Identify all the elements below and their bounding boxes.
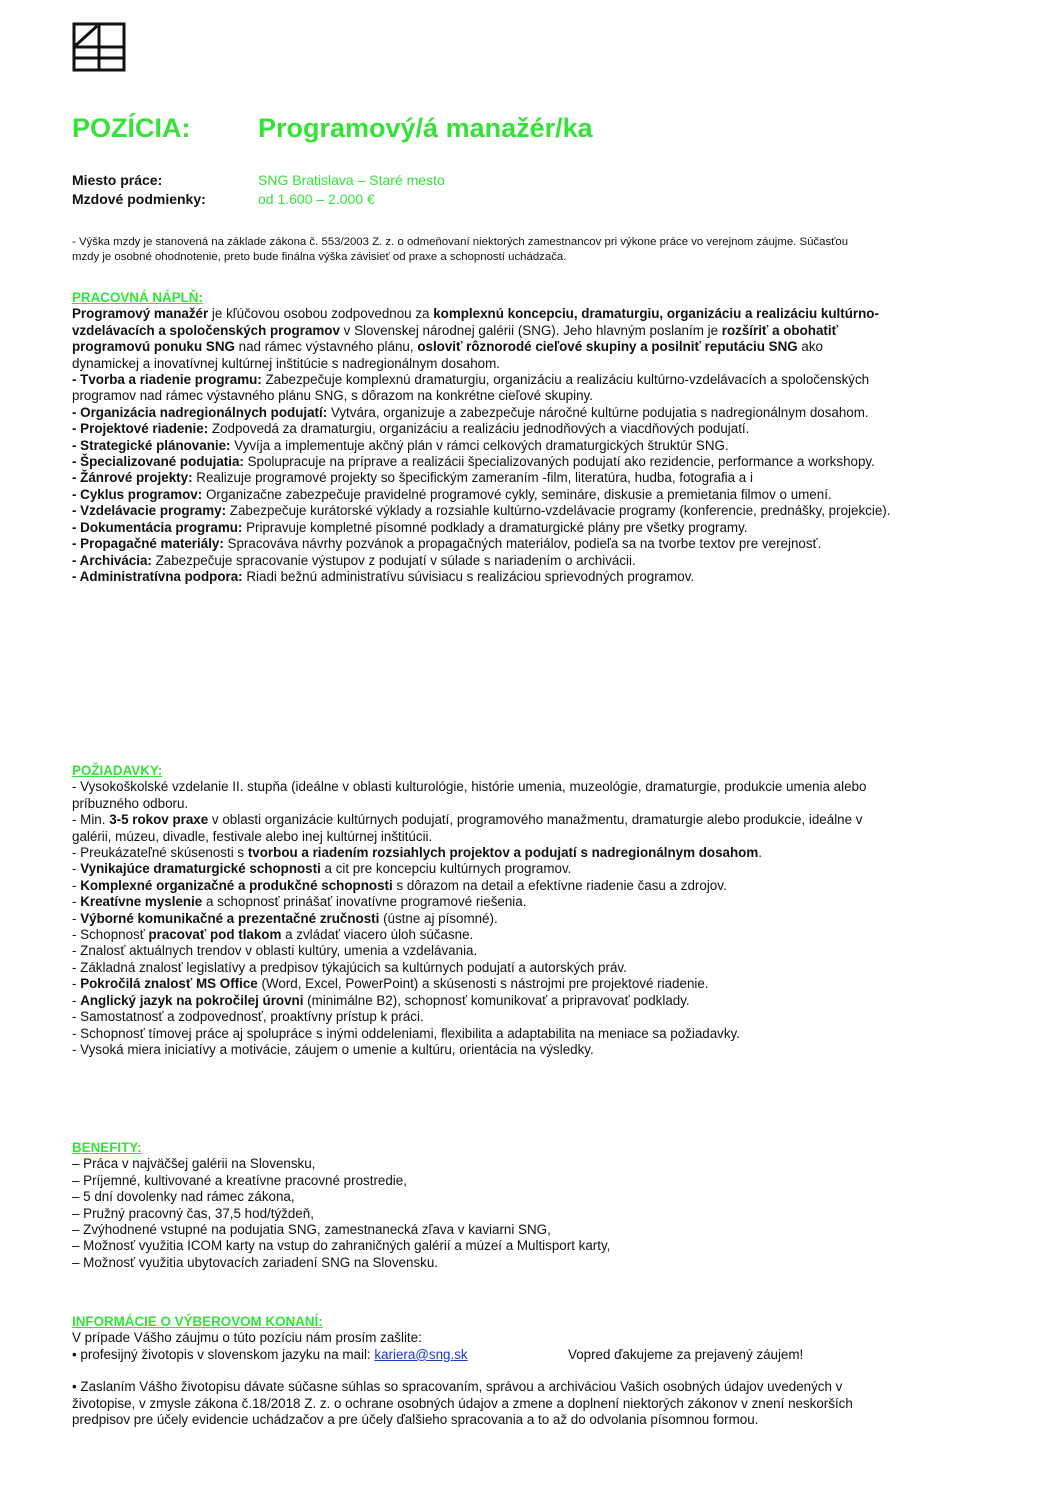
- duty-text: Pripravuje kompletné písomné podklady a dramaturgické plány pre všetky programy.: [242, 519, 748, 535]
- requirement-item: [72, 993, 892, 1009]
- requirement-text: (Word, Excel, PowerPoint) a skúsenosti s nástrojmi pre projektové riadenie.: [257, 976, 709, 992]
- requirement-emphasis: Výborné komunikačné a prezentačné zručnosti: [80, 910, 380, 926]
- duty-text: Zabezpečuje spracovanie výstupov z podujatí v súlade s nariadením o archivácii.: [151, 552, 636, 568]
- requirements-list: [72, 779, 892, 1058]
- position-heading: [72, 113, 593, 144]
- requirement-item: [72, 861, 892, 877]
- duty-item: [72, 405, 892, 421]
- intro-bold-7: osloviť rôznorodé cieľové skupiny a posilniť reputáciu SNG: [417, 339, 798, 355]
- requirement-item: [72, 976, 892, 992]
- duties-heading: PRACOVNÁ NÁPLŇ:: [72, 290, 203, 305]
- duty-item: [72, 503, 892, 519]
- duty-text: Organizačne zabezpečuje pravidelné programové cykly, semináre, diskusie a premietania filmov o umení.: [202, 486, 832, 502]
- selection-mail-row: [72, 1347, 892, 1363]
- requirement-text: a zvládať viacero úloh súčasne.: [281, 927, 474, 943]
- thanks-text: Vopred ďakujeme za prejavený záujem!: [568, 1346, 804, 1362]
- duty-label: - Žánrové projekty:: [72, 470, 193, 486]
- requirement-item: [72, 1042, 892, 1058]
- duties-intro: [72, 306, 892, 372]
- selection-line-1: V prípade Vášho záujmu o túto pozíciu nám prosím zašlite:: [72, 1330, 422, 1346]
- requirement-item: [72, 779, 892, 812]
- email-link[interactable]: kariera@sng.sk: [374, 1346, 468, 1362]
- requirement-text: a schopnosť prinášať inovatívne programové riešenia.: [202, 894, 527, 910]
- duty-item: [72, 438, 892, 454]
- duty-label: - Vzdelávacie programy:: [72, 503, 227, 519]
- duty-item: [72, 569, 892, 585]
- duty-text: Vyvíja a implementuje akčný plán v rámci celkových dramaturgických štruktúr SNG.: [230, 437, 729, 453]
- requirement-item: [72, 927, 892, 943]
- duty-text: Zodpovedá za dramaturgiu, organizáciu a realizáciu jednodňových a viacdňových podujatí.: [208, 421, 750, 437]
- requirement-item: [72, 911, 892, 927]
- benefit-item: – Príjemné, kultivované a kreatívne pracovné prostredie,: [72, 1172, 407, 1188]
- requirement-emphasis: Vynikajúce dramaturgické schopnosti: [80, 861, 321, 877]
- intro-text-6: nad rámec výstavného plánu,: [234, 339, 418, 355]
- requirements-heading: POŽIADAVKY:: [72, 763, 163, 778]
- place-row: [72, 172, 445, 188]
- duty-label: - Špecializované podujatia:: [72, 454, 244, 470]
- requirement-text: - Vysokoškolské vzdelanie II. stupňa (ideálne v oblasti kulturológie, histórie umenia, muzeológie, dramaturgie, produkcie umenia alebo príbuzného odboru.: [72, 779, 867, 811]
- requirements-section: [72, 763, 892, 1058]
- benefit-item: – Zvýhodnené vstupné na podujatia SNG, zamestnanecká zľava v kaviarni SNG,: [72, 1222, 551, 1238]
- selection-heading: INFORMÁCIE O VÝBEROVOM KONANÍ:: [72, 1314, 323, 1329]
- requirement-emphasis: Komplexné organizačné a produkčné schopnosti: [80, 877, 393, 893]
- requirement-text: - Znalosť aktuálnych trendov v oblasti kultúry, umenia a vzdelávania.: [72, 943, 478, 959]
- requirement-text: .: [758, 845, 763, 861]
- requirement-text: -: [72, 861, 81, 877]
- requirement-emphasis: tvorbou a riadením rozsiahlych projektov a podujatí s nadregionálnym dosahom: [247, 845, 759, 861]
- duty-text: Realizuje programové projekty so špecifickým zameraním -film, literatúra, hudba, fotografia a i: [192, 470, 753, 486]
- benefits-list: [72, 1156, 892, 1271]
- intro-text-2: je kľúčovou osobou zodpovednou za: [208, 306, 434, 322]
- requirement-text: -: [72, 976, 81, 992]
- requirement-text: - Samostatnosť a zodpovednosť, proaktívny prístup k práci.: [72, 1009, 424, 1025]
- selection-line-2: • profesijný životopis v slovenskom jazyku na mail:: [72, 1346, 375, 1362]
- position-title: Programový/á manažér/ka: [258, 113, 593, 143]
- position-label: POZÍCIA:: [72, 113, 191, 143]
- duty-label: - Tvorba a riadenie programu:: [72, 372, 262, 388]
- benefit-item: – Práca v najväčšej galérii na Slovensku,: [72, 1156, 316, 1172]
- duty-text: Vytvára, organizuje a zabezpečuje náročné kultúrne podujatia s nadregionálnym dosahom.: [327, 404, 869, 420]
- requirement-item: [72, 845, 892, 861]
- requirement-text: - Min.: [72, 812, 110, 828]
- duty-label: - Organizácia nadregionálnych podujatí:: [72, 404, 328, 420]
- sng-logo-icon: [72, 22, 126, 72]
- duty-text: Spolupracuje na príprave a realizácii špecializovaných podujatí ako rezidencie, performance a workshopy.: [243, 454, 875, 470]
- requirement-text: a cit pre koncepciu kultúrnych programov.: [320, 861, 572, 877]
- duty-item: [72, 421, 892, 437]
- requirement-item: [72, 943, 892, 959]
- requirement-text: (ústne aj písomné).: [379, 910, 498, 926]
- requirement-text: - Schopnosť tímovej práce aj spolupráce s inými oddeleniami, flexibilita a adaptabilita na meniace sa požiadavky.: [72, 1025, 740, 1041]
- requirement-emphasis: Kreatívne myslenie: [80, 894, 203, 910]
- requirement-text: - Základná znalosť legislatívy a predpisov týkajúcich sa kultúrnych podujatí a autorských práv.: [72, 959, 627, 975]
- requirement-text: - Schopnosť: [72, 927, 149, 943]
- requirement-text: v oblasti organizácie kultúrnych podujatí, programového manažmentu, dramaturgie alebo produkcie, ideálne v galérii, múzeu, divadle, festivale alebo inej kultúrnej inštitúcii.: [72, 812, 863, 844]
- salary-label: Mzdové podmienky:: [72, 191, 206, 207]
- intro-text-8: ako dynamickej a inovatívnej kultúrnej inštitúcie s nadregionálnym dosahom.: [72, 339, 823, 371]
- requirement-text: -: [72, 992, 81, 1008]
- requirement-item: [72, 1009, 892, 1025]
- requirement-emphasis: Pokročilá znalosť MS Office: [80, 976, 258, 992]
- duty-item: [72, 520, 892, 536]
- requirement-text: s dôrazom na detail a efektívne riadenie času a zdrojov.: [392, 877, 727, 893]
- selection-section: [72, 1314, 892, 1428]
- benefits-section: [72, 1140, 892, 1271]
- duty-item: [72, 553, 892, 569]
- salary-row: [72, 191, 375, 207]
- duty-text: Zabezpečuje kurátorské výklady a rozsiahle kultúrno-vzdelávacie programy (konferencie, prednášky, projekcie).: [226, 503, 891, 519]
- intro-bold-3: komplexnú koncepciu, dramaturgiu, organizáciu a realizáciu kultúrno-vzdelávacích a spoločenských programov: [72, 306, 879, 338]
- benefits-heading: BENEFITY:: [72, 1140, 142, 1155]
- place-label: Miesto práce:: [72, 172, 163, 188]
- requirement-item: [72, 878, 892, 894]
- salary-note: - Výška mzdy je stanovená na základe zákona č. 553/2003 Z. z. o odmeňovaní niektorých zamestnancov pri výkone práce vo verejnom záujme. Súčasťou mzdy je osobné ohodnotenie, preto bude finálna výška závisieť od praxe a schopností uchádzača.: [72, 236, 849, 263]
- intro-bold-1: Programový manažér: [72, 306, 209, 322]
- duties-section: [72, 290, 892, 585]
- intro-text-4: v Slovenskej národnej galérii (SNG). Jeho hlavným poslaním je: [339, 322, 722, 338]
- requirement-item: [72, 812, 892, 845]
- requirement-item: [72, 960, 892, 976]
- duty-label: - Cyklus programov:: [72, 486, 203, 502]
- intro-bold-5: rozšíriť a obohatiť programovú ponuku SNG: [72, 322, 838, 355]
- duty-text: Spracováva návrhy pozvánok a propagačných materiálov, podieľa sa na tvorbe textov pre verejnosť.: [223, 536, 822, 552]
- requirement-text: - Preukázateľné skúsenosti s: [72, 845, 248, 861]
- place-value: SNG Bratislava – Staré mesto: [258, 172, 445, 188]
- requirement-text: - Vysoká miera iniciatívy a motivácie, záujem o umenie a kultúru, orientácia na výsledky.: [72, 1041, 594, 1057]
- requirement-text: -: [72, 877, 81, 893]
- requirement-item: [72, 894, 892, 910]
- duty-text: Riadi bežnú administratívu súvisiacu s realizáciou sprievodných programov.: [242, 568, 695, 584]
- duties-list: [72, 372, 892, 585]
- salary-value: od 1.600 – 2.000 €: [258, 191, 375, 207]
- benefit-item: – Pružný pracovný čas, 37,5 hod/týždeň,: [72, 1205, 314, 1221]
- requirement-text: -: [72, 910, 81, 926]
- requirement-text: -: [72, 894, 81, 910]
- requirement-emphasis: Anglický jazyk na pokročilej úrovni: [80, 992, 304, 1008]
- duty-label: - Propagačné materiály:: [72, 536, 224, 552]
- requirement-emphasis: 3-5 rokov praxe: [109, 812, 209, 828]
- duty-item: [72, 536, 892, 552]
- duty-text: Zabezpečuje komplexnú dramaturgiu, organizáciu a realizáciu kultúrno-vzdelávacích a spoločenských programov nad rámec výstavného plánu SNG, s dôrazom na konkrétne cieľové skupiny.: [72, 372, 870, 404]
- duty-item: [72, 487, 892, 503]
- gdpr-note: • Zaslaním Vášho životopisu dávate súčasne súhlas so spracovaním, správou a archiváciou Vašich osobných údajov uvedených v životopise, v zmysle zákona č.18/2018 Z. z. o ochrane osobných údajov a zmene a doplnení niektorých zákonov v znení neskorších predpisov pre účely evidencie uchádzačov a pre účely ďalšieho spracovania a to až do odvolania písomnou formou.: [72, 1379, 853, 1428]
- duty-label: - Strategické plánovanie:: [72, 437, 231, 453]
- duty-item: [72, 372, 892, 405]
- benefit-item: – Možnosť využitia ICOM karty na vstup do zahraničných galérií a múzeí a Multisport karty,: [72, 1238, 611, 1254]
- duty-item: [72, 454, 892, 470]
- duty-label: - Archivácia:: [72, 552, 152, 568]
- benefit-item: – Možnosť využitia ubytovacích zariadení SNG na Slovensku.: [72, 1254, 439, 1270]
- duty-item: [72, 470, 892, 486]
- duty-label: - Administratívna podpora:: [72, 568, 243, 584]
- benefit-item: – 5 dní dovolenky nad rámec zákona,: [72, 1189, 295, 1205]
- requirement-emphasis: pracovať pod tlakom: [148, 927, 282, 943]
- requirement-text: (minimálne B2), schopnosť komunikovať a pripravovať podklady.: [303, 992, 690, 1008]
- duty-label: - Projektové riadenie:: [72, 421, 209, 437]
- requirement-item: [72, 1026, 892, 1042]
- duty-label: - Dokumentácia programu:: [72, 519, 243, 535]
